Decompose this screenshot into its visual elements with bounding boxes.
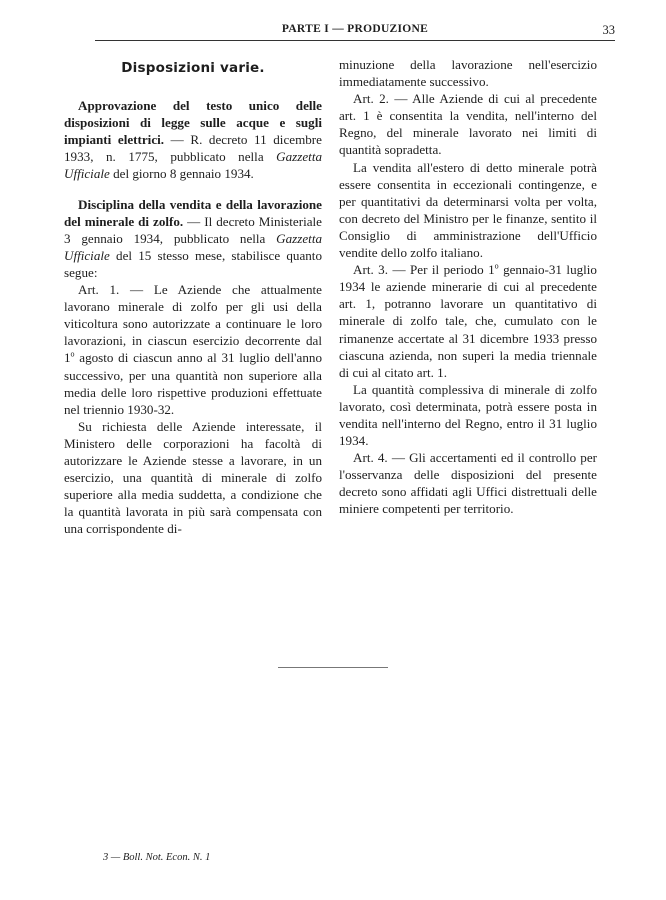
request-paragraph: Su richiesta delle Aziende interessate, il Ministero delle corporazioni ha facoltà di autorizzare le Aziende stesse a lavorare, in un esercizio, una quantità di minerale di zolfo superiore alla media suddetta, a condizione che la quantità lavorata in più sarà compensata con una corrispondente di- xyxy=(64,418,322,537)
separator-rule xyxy=(278,667,388,668)
header-rule xyxy=(95,40,615,41)
ordinal-mark: o xyxy=(70,350,75,360)
gazzetta-title: Gazzetta Ufficiale xyxy=(64,230,322,263)
article-1-text-end: agosto di ciascun anno al 31 luglio dell'anno successivo, per una quantità non superiore alla media delle loro rispettive produzioni effettuate nel triennio 1930-32. xyxy=(64,350,322,417)
article-1 xyxy=(64,281,322,418)
total-quantity-paragraph: La quantità complessiva di minerale di zolfo lavorato, così determinata, potrà essere posta in vendita nell'interno del Regno, entro il 31 luglio 1934. xyxy=(339,381,597,449)
ordinal-mark: o xyxy=(494,261,499,271)
header-title: PARTE I — PRODUZIONE xyxy=(281,23,429,35)
foreign-sale-paragraph: La vendita all'estero di detto minerale potrà essere consentita in eccezionali contingenze, e per quantitativi da determinarsi volta per volta, con decreto del Ministro per le finanze, sentito il Consiglio di amministrazione dell'Ufficio vendite dello zolfo italiano. xyxy=(339,159,597,261)
continuation-paragraph: minuzione della lavorazione nell'esercizio immediatamente successivo. xyxy=(339,57,597,90)
article-4: Art. 4. — Gli accertamenti ed il controllo per l'osservanza delle disposizioni del presente decreto sono affidati agli Uffici distrettuali delle miniere competenti per territorio. xyxy=(339,450,597,517)
article-1-text: Art. 1. — Le Aziende che attualmente lavorano minerale di zolfo per gli usi della viticoltura sono autorizzate a continuare le loro lavorazioni, in ciascun esercizio decorrente dal 1 xyxy=(64,282,322,366)
right-column xyxy=(339,56,597,518)
article-3 xyxy=(339,261,597,381)
decree-acque-text: — R. decreto 11 dicembre 1933, n. 1775, pubblicato nella xyxy=(64,132,322,165)
left-column xyxy=(64,56,322,537)
decree-zolfo-heading: Disciplina della vendita e della lavorazione del minerale di zolfo. xyxy=(64,196,322,229)
article-3-text: Art. 3. — Per il periodo 1 xyxy=(353,262,495,278)
footnote: 3 — Boll. Not. Econ. N. 1 xyxy=(103,852,211,863)
article-3-text-end: gennaio-31 luglio 1934 le aziende minerarie di cui al precedente art. 1, potranno lavorare un quantitativo di minerale di zolfo tale, che, cumulato con le rimanenze accertate al 31 dicembre 1933 presso ciascuna azienda, non superi la media triennale di cui al citato art. 1. xyxy=(339,262,597,380)
section-title: Disposizioni varie. xyxy=(121,60,265,76)
decree-acque-text-end: del giorno 8 gennaio 1934. xyxy=(109,166,254,182)
decree-zolfo-text-end: del 15 stesso mese, stabilisce quanto segue: xyxy=(64,247,322,280)
decree-zolfo-text: — Il decreto Ministeriale 3 gennaio 1934, pubblicato nella xyxy=(64,213,322,246)
running-header xyxy=(95,20,615,40)
article-2: Art. 2. — Alle Aziende di cui al precedente art. 1 è consentita la vendita, nell'interno del Regno, del minerale lavorato nei limiti di quantità sopradetta. xyxy=(339,91,597,158)
decree-acque-heading: Approvazione del testo unico delle disposizioni di legge sulle acque e sugli impianti elettrici. xyxy=(64,98,322,148)
decree-acque-paragraph xyxy=(64,97,322,182)
gazzetta-title: Gazzetta Ufficiale xyxy=(64,149,322,182)
decree-zolfo-paragraph xyxy=(64,196,322,281)
page-number: 33 xyxy=(602,23,615,37)
